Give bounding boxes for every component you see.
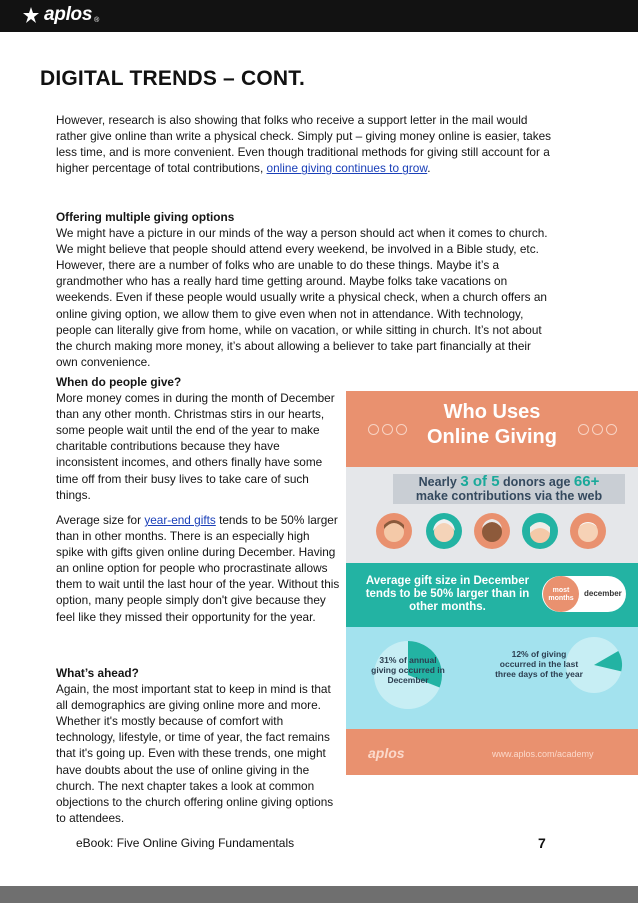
stat-mid: donors age (503, 475, 571, 489)
intro-end: . (427, 161, 431, 176)
pie2-caption: 12% of giving occurred in the last three days of the year (495, 649, 583, 679)
donor-face-icon (376, 513, 412, 549)
infographic-header (346, 391, 638, 467)
year-end-text-start: Average size for (56, 513, 142, 527)
year-end-gifts-link[interactable]: year-end gifts (144, 513, 216, 527)
bottom-bar (0, 886, 638, 903)
december-label: december (584, 589, 622, 598)
donor-face-icon (522, 513, 558, 549)
paragraph-year-end-gifts (56, 512, 340, 625)
registered-mark: ® (94, 16, 100, 24)
online-giving-link[interactable]: online giving continues to grow (266, 161, 428, 176)
section-text-multiple-options: We might have a picture in our minds of the way a person should act when it comes to church. We might believe that people should attend every weekend, be involved in a Bible study, etc. However, there are a number of folks who are unable to do these things. Maybe it’s a grandmother who has a really hard time getting around. Maybe folks take vacations on weekends. Even if these people would usually write a physical check, when a church offers an online giving option, we allow them to give even when not in attendance. With technology, people can literally give from home, while on vacation, or while sitting in church. It’s not about the church making more money, it’s about allowing a believer to take part financially at their own convenience. (56, 226, 548, 369)
avg-gift-stat: Average gift size in December tends to be 50% larger than in other months. (365, 575, 530, 613)
page-number: 7 (538, 835, 546, 851)
donor-face-icon (474, 513, 510, 549)
donor-face-icon (570, 513, 606, 549)
section-multiple-options (56, 209, 548, 370)
aplos-star-icon (22, 6, 40, 24)
aplos-logo[interactable] (22, 4, 99, 26)
section-title-whats-ahead: What’s ahead? (56, 666, 139, 680)
ebook-title-footer: eBook: Five Online Giving Fundamentals (76, 836, 295, 850)
section-text-when-give: More money comes in during the month of December than any other month. Christmas stirs in our hearts, some people wait until the end of the year to make charitable contributions because they have inconsistent incomes, and others finally have some time off from their busy lives to take care of such things. (56, 391, 335, 502)
top-header-bar (0, 0, 638, 32)
intro-paragraph (56, 112, 556, 176)
pie1-caption: 31% of annual giving occurred in December (371, 655, 445, 685)
section-text-whats-ahead: Again, the most important stat to keep in mind is that all demographics are giving online more and more. Whether it's mostly because of comfort with technology, lifestyle, or time of year, the fact remains that it's going up. Even with these trends, one might have doubts about the use of online giving in the church. The next chapter takes a look at common objections to the church offering online giving options to attendees. (56, 682, 334, 825)
donor-age-section (346, 467, 638, 563)
donor-age-stat (393, 475, 625, 503)
stat-age: 66+ (573, 473, 600, 490)
infographic-footer-url[interactable]: www.aplos.com/academy (492, 749, 594, 759)
section-title-multiple-options: Offering multiple giving options (56, 210, 235, 224)
infographic-title-line1: Who Uses (443, 401, 541, 423)
most-months-dot: most months (543, 576, 579, 612)
stat-fraction: 3 of 5 (460, 473, 500, 490)
page-heading: DIGITAL TRENDS – CONT. (40, 67, 305, 90)
infographic-footer-logo: aplos (368, 745, 405, 761)
donor-face-icon (426, 513, 462, 549)
year-end-text-end: tends to be 50% larger than in other months. There is an especially high spike with gifts given online during December. Having an online option for people who procrastinate allows them to wait until the last hour of the year. Without this option, many people simply don't give because they feel like they missed their opportunity for the year. (56, 513, 340, 624)
stat-line2: make contributions via the web (415, 489, 603, 503)
section-whats-ahead (56, 665, 340, 826)
infographic-footer (346, 729, 638, 775)
intro-text: However, research is also showing that folks who receive a support letter in the mail would rather give online than write a physical check. Simply put – giving money online is easier, takes less time, and is more convenient. Even though traditional methods for giving still account for a higher percentage of total contributions, (56, 113, 552, 176)
section-title-when-give: When do people give? (56, 375, 182, 389)
section-when-give (56, 374, 340, 503)
december-gift-size-section (346, 563, 638, 627)
who-uses-online-giving-infographic (346, 391, 638, 775)
stat-pre: Nearly (418, 475, 457, 489)
infographic-title-line2: Online Giving (426, 426, 557, 448)
logo-wordmark: aplos (44, 4, 93, 25)
